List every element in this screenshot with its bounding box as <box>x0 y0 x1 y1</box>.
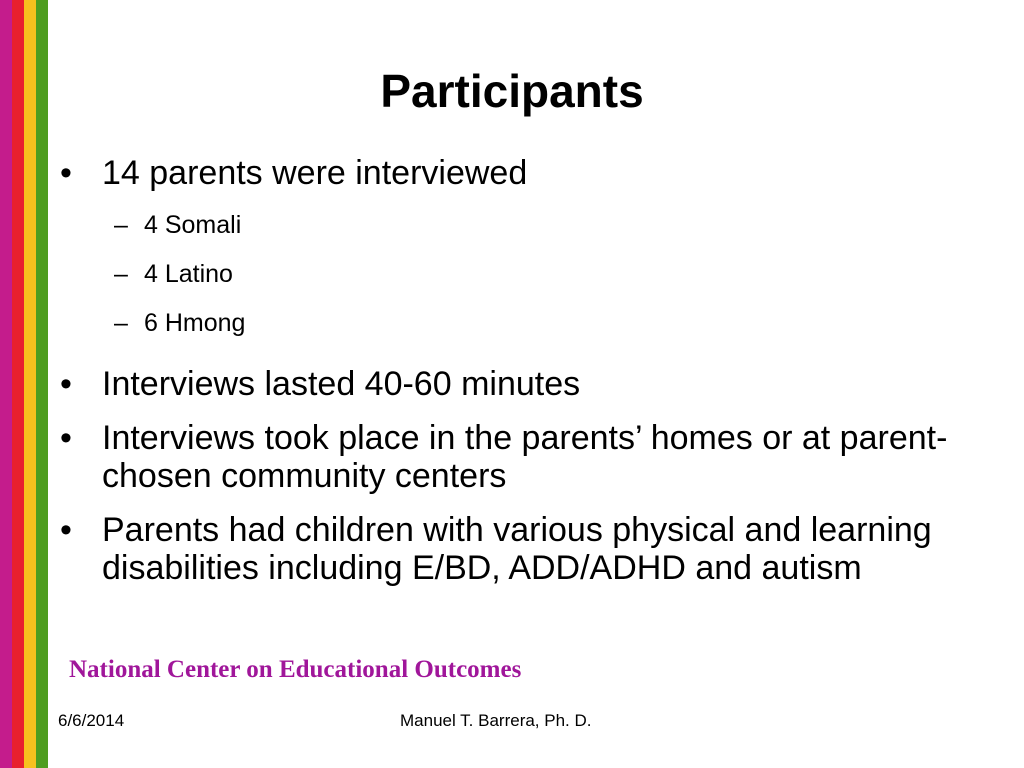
bullet-text: Interviews took place in the parents’ homes or at parent-chosen community centers <box>102 419 948 495</box>
sub-item-text: 4 Somali <box>144 211 242 239</box>
dash-glyph: – <box>114 211 128 239</box>
bullet-glyph: • <box>60 419 72 457</box>
sub-item-text: 4 Latino <box>144 260 233 288</box>
slide-title: Participants <box>380 65 644 117</box>
footer-date: 6/6/2014 <box>58 711 125 730</box>
bullet-text: Interviews lasted 40-60 minutes <box>102 365 581 403</box>
bullet-item <box>60 365 1000 403</box>
bullet-item <box>60 511 1000 587</box>
sub-item <box>60 258 1000 290</box>
bullet-list <box>60 152 1000 587</box>
sub-item <box>60 307 1000 339</box>
bullet-item <box>60 154 1000 192</box>
organization-name: National Center on Educational Outcomes <box>69 656 522 683</box>
sub-item <box>60 209 1000 241</box>
bullet-text: 14 parents were interviewed <box>102 154 528 192</box>
bullet-item <box>60 419 1000 495</box>
bullet-glyph: • <box>60 365 72 403</box>
bullet-glyph: • <box>60 154 72 192</box>
dash-glyph: – <box>114 309 128 337</box>
bullet-glyph: • <box>60 511 72 549</box>
sub-item-text: 6 Hmong <box>144 309 246 337</box>
bullet-text: Parents had children with various physical and learning disabilities including E/BD, ADD/ADHD and autism <box>102 511 932 587</box>
dash-glyph: – <box>114 260 128 288</box>
footer-author: Manuel T. Barrera, Ph. D. <box>400 711 592 730</box>
